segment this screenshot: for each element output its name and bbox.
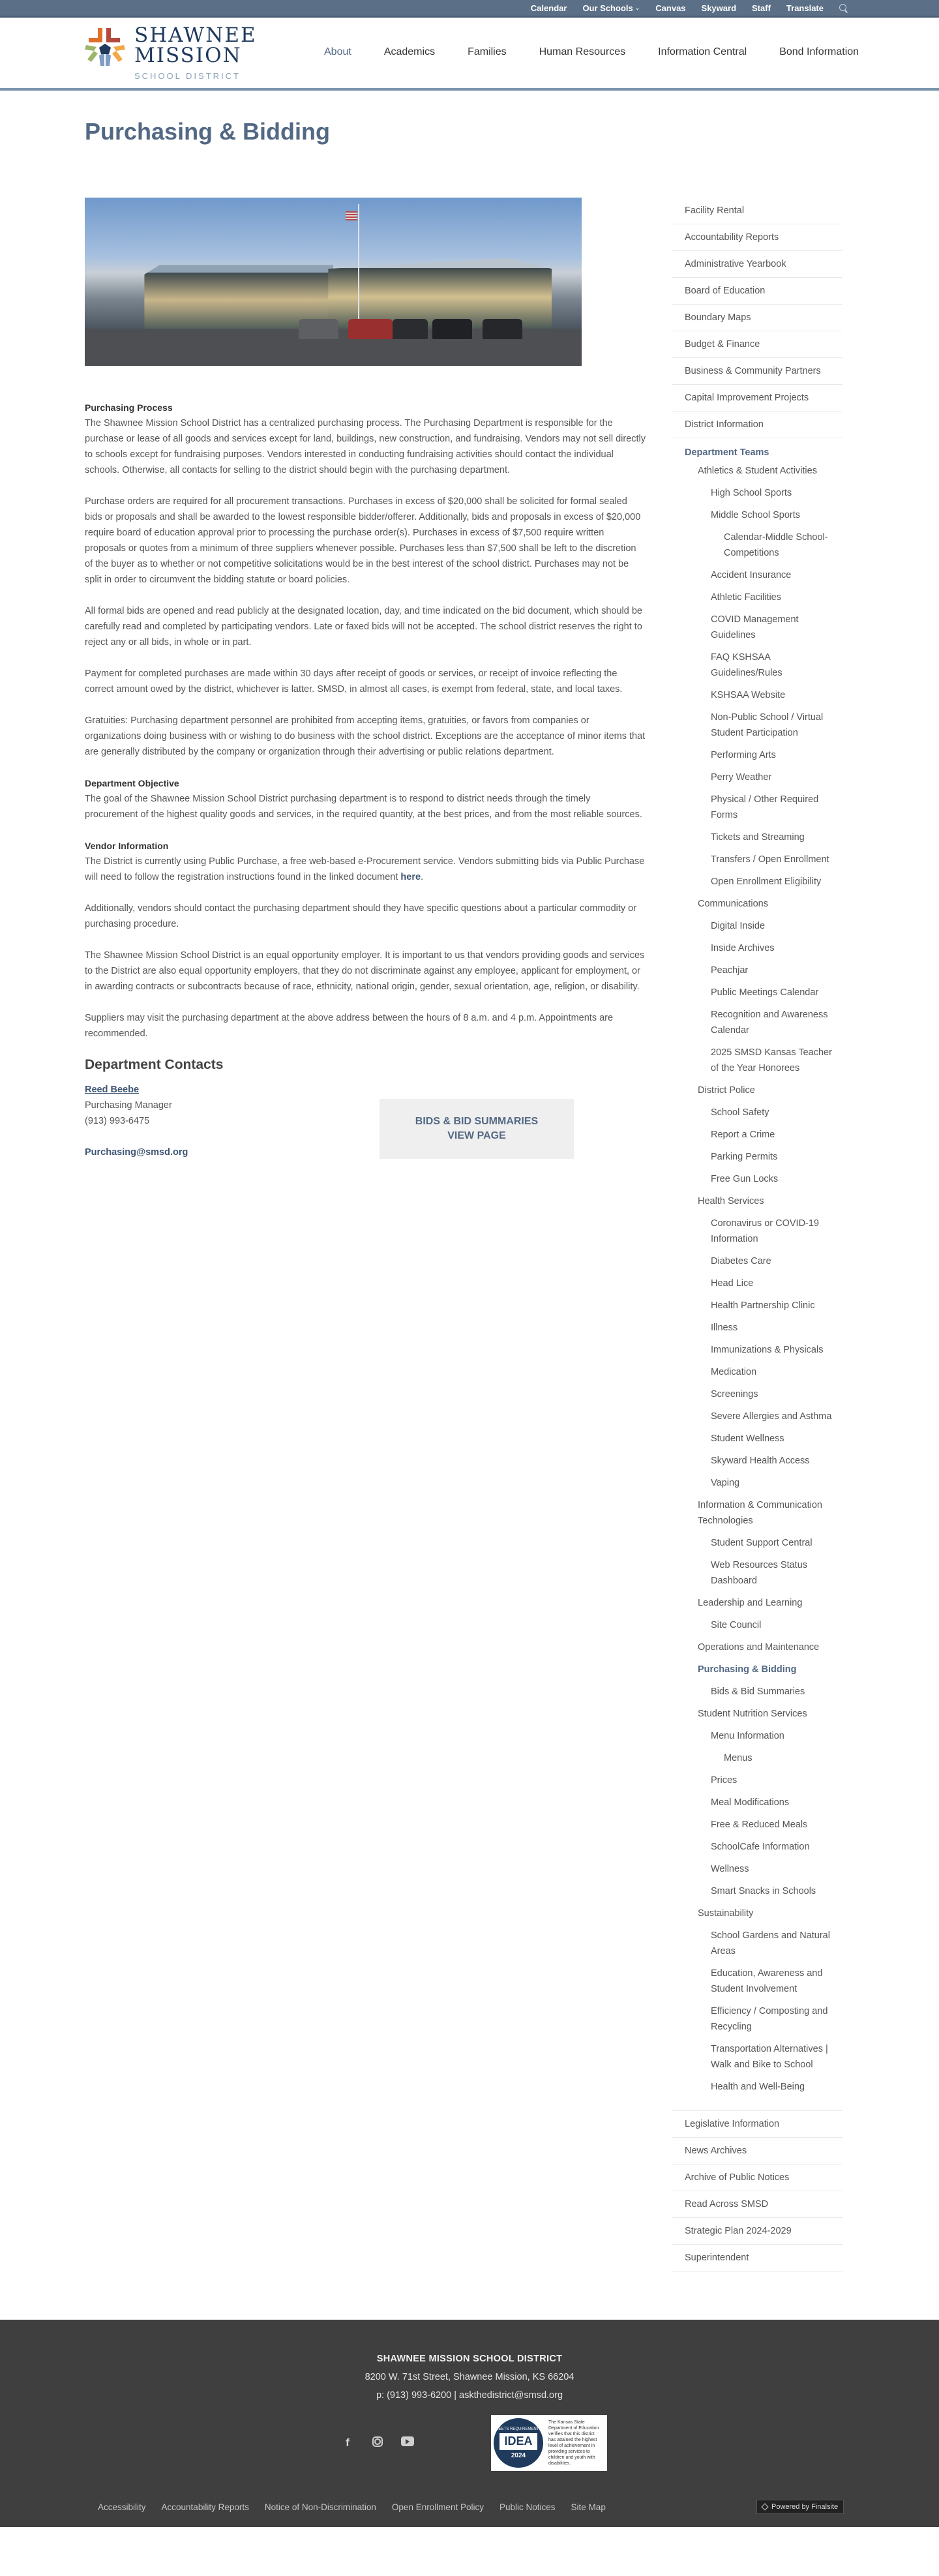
sidebar-item-leadership-and-learning[interactable]: Leadership and Learning (698, 1598, 803, 1608)
sidebar-item-athletics-student-activities[interactable]: Athletics & Student Activities (698, 466, 817, 476)
sidebar-item-kshsaa-website[interactable]: KSHSAA Website (711, 690, 786, 700)
footer-badges-row (0, 2415, 939, 2471)
footer-link-site-map[interactable]: Site Map (571, 2502, 606, 2512)
paragraph: The Shawnee Mission School District is an equal opportunity employer. It is important to us that vendors providing goods and services to the District are also equal opportunity employers, that they do not discriminate against any employee, applicant for employment, or in awarding contracts or subcontracts because of race, ethnicity, national origin, gender, sexual orientation, age, religion, or disability. (85, 950, 645, 992)
sidebar-item-recognition-and-awareness-calendar[interactable]: Recognition and Awareness Calendar (711, 1010, 828, 1036)
sidebar-item-vaping[interactable]: Vaping (711, 1478, 740, 1488)
sidebar-item-non-public-school-virtual-student-participation[interactable]: Non-Public School / Virtual Student Participation (711, 712, 824, 738)
social-links (332, 2436, 423, 2449)
car (432, 319, 472, 339)
utility-link-translate[interactable]: Translate (786, 3, 824, 13)
sidebar-item-wellness[interactable]: Wellness (711, 1864, 749, 1874)
sidebar-item-student-support-central[interactable]: Student Support Central (711, 1538, 812, 1548)
footer-link-accountability-reports[interactable]: Accountability Reports (161, 2502, 249, 2512)
sidebar-item-report-a-crime[interactable]: Report a Crime (711, 1130, 775, 1140)
idea-badge-text: The Kansas State Department of Education verifies that this district has attained the highest level of achievement in providing services to children and youth with disabilities. (548, 2420, 599, 2466)
paragraph: Suppliers may visit the purchasing department at the above address between the hours of 8 a.m. and 4 p.m. Appointments are recommended. (85, 1013, 614, 1039)
sidebar-item-student-wellness[interactable]: Student Wellness (711, 1433, 784, 1444)
sidebar-item-performing-arts[interactable]: Performing Arts (711, 750, 776, 760)
section-heading: Department Objective (85, 778, 179, 788)
contact-phone: (913) 993-6475 (85, 1116, 150, 1126)
sidebar-item-medication[interactable]: Medication (711, 1367, 757, 1377)
sidebar-item-smart-snacks-in-schools[interactable]: Smart Snacks in Schools (711, 1886, 816, 1896)
logo-star-icon (85, 27, 125, 67)
footer-title: SHAWNEE MISSION SCHOOL DISTRICT (376, 2354, 563, 2364)
footer-link-accessibility[interactable]: Accessibility (98, 2502, 146, 2512)
search-icon[interactable] (839, 4, 848, 12)
utility-link-our-schools[interactable] (582, 3, 640, 13)
powered-by-label: Powered by Finalsite (771, 2503, 839, 2511)
sidebar-item-high-school-sports[interactable]: High School Sports (711, 488, 792, 498)
idea-seal-year: 2024 (511, 2451, 526, 2459)
sidebar-item-open-enrollment-eligibility[interactable]: Open Enrollment Eligibility (711, 876, 822, 887)
footer-links (98, 2502, 621, 2512)
sidebar-item-health-services[interactable]: Health Services (698, 1196, 764, 1206)
sidebar-item-department-teams[interactable]: Department Teams (685, 447, 769, 458)
idea-seal-name: IDEA (499, 2433, 537, 2450)
paragraph: Additionally, vendors should contact the purchasing department should they have specific questions about a particular commodity or purchasing procedure. (85, 903, 637, 929)
footer-contact: p: (913) 993-6200 | askthedistrict@smsd.org (376, 2390, 563, 2401)
car (483, 319, 522, 339)
section-heading: Purchasing Process (85, 402, 173, 413)
sidebar-item-purchasing-bidding[interactable]: Purchasing & Bidding (698, 1664, 797, 1675)
utility-link-canvas[interactable]: Canvas (655, 3, 686, 13)
sidebar-section-department-teams (672, 438, 842, 2111)
sidebar-item-faq-kshsaa-guidelines-rules[interactable]: FAQ KSHSAA Guidelines/Rules (711, 652, 782, 678)
sidebar-item-education-awareness-and-student-involvement[interactable]: Education, Awareness and Student Involvement (711, 1968, 823, 1994)
sidebar-top-list (672, 198, 842, 438)
sidebar-item-public-meetings-calendar[interactable]: Public Meetings Calendar (711, 987, 819, 998)
paragraph: The goal of the Shawnee Mission School District purchasing department is to respond to district needs through the timely procurement of the highest quality goods and services, in the required quantity, at the best prices, and from the most reliable sources. (85, 794, 642, 820)
sidebar-nav (672, 118, 842, 2271)
logo-line2: MISSION (134, 43, 242, 67)
sidebar-item-immunizations-physicals[interactable]: Immunizations & Physicals (711, 1345, 824, 1355)
sidebar-item-head-lice[interactable]: Head Lice (711, 1278, 754, 1289)
sidebar-item-coronavirus-or-covid-19-information[interactable]: Coronavirus or COVID-19 Information (711, 1218, 819, 1244)
sidebar-item-student-nutrition-services[interactable]: Student Nutrition Services (698, 1709, 807, 1719)
sidebar-item-business-community-partners[interactable]: Business & Community Partners (672, 358, 842, 385)
sidebar-item-board-of-education[interactable]: Board of Education (672, 278, 842, 305)
sidebar-item-2025-smsd-kansas-teacher-of-the-year-honorees[interactable]: 2025 SMSD Kansas Teacher of the Year Honorees (711, 1047, 832, 1073)
youtube-icon[interactable] (401, 2436, 414, 2446)
contact-email-link[interactable]: Purchasing@smsd.org (85, 1147, 188, 1158)
sidebar-item-boundary-maps[interactable]: Boundary Maps (672, 305, 842, 331)
hero-image (85, 198, 582, 366)
registration-instructions-link[interactable]: here (400, 872, 421, 882)
sidebar-item-skyward-health-access[interactable]: Skyward Health Access (711, 1456, 810, 1466)
sidebar-item-athletic-facilities[interactable]: Athletic Facilities (711, 592, 781, 603)
sidebar-item-inside-archives[interactable]: Inside Archives (711, 943, 775, 953)
paragraph: Purchase orders are required for all procurement transactions. Purchases in excess of $20,000 shall be solicited for formal sealed bids or proposals and shall be awarded to the lowest responsible bidder/offerer. Additionally, bids and proposals in excess of $20,000 require board of education approval prior to processing the purchase order(s). Purchases in excess of $7,500 require written proposals or quotes from a minimum of three suppliers whenever possible. Purchases less than $7,500 shall be left to the discretion of the buyer as to whether or not competitive solicitations would be in the best interest of the school district. Purchases may not be split in order to circumvent the bidding statute or board policies. (85, 496, 641, 585)
sidebar-item-parking-permits[interactable]: Parking Permits (711, 1152, 778, 1162)
contacts-heading: Department Contacts (85, 1057, 224, 1072)
sidebar-item-illness[interactable]: Illness (711, 1323, 738, 1333)
sidebar-item-transfers-open-enrollment[interactable]: Transfers / Open Enrollment (711, 854, 829, 865)
sidebar-item-peachjar[interactable]: Peachjar (711, 965, 749, 976)
footer-link-public-notices[interactable]: Public Notices (499, 2502, 556, 2512)
sidebar-item-capital-improvement-projects[interactable]: Capital Improvement Projects (672, 385, 842, 412)
sidebar-tree (685, 463, 842, 2095)
paragraph: The Shawnee Mission School District has a centralized purchasing process. The Purchasing Department is responsible for the purchase or lease of all goods and services except for land, buildings, new construction, and fundraising. Vendors may not sell directly to schools except for fundraising purposes. Vendors interested in conducting fundraising activities should contact the individual schools. Otherwise, all contacts for selling to the district should begin with the purchasing department. (85, 418, 646, 475)
paragraph-text: The District is currently using Public Purchase, a free web-based e-Procurement service. Vendors submitting bids via Public Purchase will need to follow the registration instructions found in the linked document (85, 856, 645, 882)
section-heading: Vendor Information (85, 841, 169, 851)
finalsite-icon (761, 2503, 768, 2510)
sidebar-item-digital-inside[interactable]: Digital Inside (711, 921, 766, 931)
nav-human-resources[interactable]: Human Resources (539, 46, 626, 57)
button-sublabel: VIEW PAGE (447, 1130, 506, 1141)
sidebar-item-communications[interactable]: Communications (698, 899, 768, 909)
site-header (0, 18, 939, 91)
sidebar-item-operations-and-maintenance[interactable]: Operations and Maintenance (698, 1642, 820, 1653)
sidebar-item-superintendent[interactable]: Superintendent (672, 2245, 842, 2271)
sidebar-item-school-gardens-and-natural-areas[interactable]: School Gardens and Natural Areas (711, 1930, 830, 1956)
sidebar-item-sustainability[interactable]: Sustainability (698, 1908, 754, 1919)
district-logo[interactable] (85, 25, 257, 81)
utility-bar (0, 0, 939, 18)
sidebar-item-health-and-well-being[interactable]: Health and Well-Being (711, 2082, 805, 2092)
paragraph: Gratuities: Purchasing department personnel are prohibited from accepting items, gratuities, or favors from companies or organizations doing business with or wishing to do business with the school district. Exceptions are the acceptance of minor items that are generally distributed by the company or organization through their advertising or public relations department. (85, 715, 646, 757)
facebook-icon[interactable]: f (346, 2436, 350, 2449)
sidebar-item-accountability-reports[interactable]: Accountability Reports (672, 224, 842, 251)
utility-link-staff[interactable]: Staff (752, 3, 771, 13)
sidebar-item-information-communication-technologies[interactable]: Information & Communication Technologies (698, 1500, 822, 1526)
main-nav (324, 46, 891, 58)
sidebar-item-web-resources-status-dashboard[interactable]: Web Resources Status Dashboard (711, 1560, 808, 1586)
logo-line3: SCHOOL DISTRICT (134, 70, 241, 81)
page-title: Purchasing & Bidding (85, 118, 331, 145)
sidebar-item-schoolcafe-information[interactable]: SchoolCafe Information (711, 1842, 810, 1852)
sidebar-item-menus[interactable]: Menus (724, 1753, 753, 1763)
sidebar-item-calendar-middle-school-competitions[interactable]: Calendar-Middle School-Competitions (724, 532, 828, 558)
car (393, 319, 427, 339)
nav-academics[interactable]: Academics (383, 46, 436, 57)
paragraph-text: . (421, 872, 424, 882)
sidebar-item-middle-school-sports[interactable]: Middle School Sports (711, 510, 801, 520)
sidebar-item-free-gun-locks[interactable]: Free Gun Locks (711, 1174, 779, 1184)
sidebar-item-efficiency-composting-and-recycling[interactable]: Efficiency / Composting and Recycling (711, 2006, 828, 2032)
sidebar-item-strategic-plan-2024-2029[interactable]: Strategic Plan 2024-2029 (672, 2218, 842, 2245)
button-label: BIDS & BID SUMMARIES (415, 1116, 539, 1127)
sidebar-item-screenings[interactable]: Screenings (711, 1389, 758, 1400)
idea-seal (494, 2418, 543, 2468)
building-right (328, 258, 552, 329)
utility-link-label: Our Schools (582, 3, 633, 13)
logo-wordmark (134, 25, 257, 81)
logo-line1: SHAWNEE (134, 23, 257, 47)
contacts-row (85, 1082, 646, 1160)
sidebar-item-legislative-information[interactable]: Legislative Information (672, 2111, 842, 2138)
sidebar-item-archive-of-public-notices[interactable]: Archive of Public Notices (672, 2164, 842, 2191)
utility-link-skyward[interactable]: Skyward (701, 3, 737, 13)
flag (346, 211, 357, 220)
paragraph: All formal bids are opened and read publicly at the designated location, day, and time indicated on the bid document, which should be carefully read and completed by participating vendors. Late or faxed bids will not be accepted. The school district reserves the right to reject any or all bids, in whole or in part. (85, 606, 642, 648)
instagram-icon[interactable] (372, 2436, 383, 2447)
sidebar-item-administrative-yearbook[interactable]: Administrative Yearbook (672, 251, 842, 278)
sidebar-item-menu-information[interactable]: Menu Information (711, 1731, 784, 1741)
page-body (0, 91, 939, 2271)
site-footer (0, 2320, 939, 2527)
sidebar-item-district-police[interactable]: District Police (698, 1085, 755, 1096)
sidebar-item-facility-rental[interactable]: Facility Rental (672, 198, 842, 224)
sidebar-item-diabetes-care[interactable]: Diabetes Care (711, 1256, 771, 1266)
nav-bond-information[interactable]: Bond Information (779, 46, 859, 57)
contact-card (85, 1082, 380, 1160)
sidebar-item-accident-insurance[interactable]: Accident Insurance (711, 570, 792, 580)
footer-link-open-enrollment-policy[interactable]: Open Enrollment Policy (391, 2502, 484, 2512)
nav-information-central[interactable]: Information Central (658, 46, 747, 57)
sidebar-item-district-information[interactable]: District Information (672, 412, 842, 438)
contact-title: Purchasing Manager (85, 1100, 172, 1111)
sidebar-item-read-across-smsd[interactable]: Read Across SMSD (672, 2191, 842, 2218)
sidebar-item-perry-weather[interactable]: Perry Weather (711, 772, 772, 783)
utility-link-calendar[interactable]: Calendar (530, 3, 567, 13)
paragraph: Payment for completed purchases are made within 30 days after receipt of goods or services, or receipt of invoice reflecting the correct amount owed by the district, whichever is latter. SMSD, in almost all cases, is exempt from federal, state, and local taxes. (85, 668, 623, 695)
sidebar-item-site-council[interactable]: Site Council (711, 1620, 762, 1630)
sidebar-item-health-partnership-clinic[interactable]: Health Partnership Clinic (711, 1300, 815, 1311)
nav-about[interactable]: About (324, 46, 351, 57)
powered-by-finalsite[interactable] (756, 2500, 844, 2514)
idea-seal-top: MEETS REQUIREMENTS (495, 2427, 542, 2431)
sidebar-item-severe-allergies-and-asthma[interactable]: Severe Allergies and Asthma (711, 1411, 832, 1422)
sidebar-item-transportation-alternatives-walk-and-bike-to-school[interactable]: Transportation Alternatives | Walk and Bike to School (711, 2044, 828, 2070)
sidebar-item-free-reduced-meals[interactable]: Free & Reduced Meals (711, 1820, 808, 1830)
sidebar-item-covid-management-guidelines[interactable]: COVID Management Guidelines (711, 614, 799, 640)
idea-badge (491, 2415, 607, 2471)
sidebar-item-school-safety[interactable]: School Safety (711, 1107, 769, 1118)
car (299, 319, 338, 339)
footer-address: 8200 W. 71st Street, Shawnee Mission, KS 66204 (365, 2372, 574, 2382)
sidebar-bottom-list (672, 2111, 842, 2271)
nav-families[interactable]: Families (468, 46, 507, 57)
sidebar-item-budget-finance[interactable]: Budget & Finance (672, 331, 842, 358)
bids-summaries-button[interactable] (380, 1099, 574, 1159)
sidebar-item-bids-bid-summaries[interactable]: Bids & Bid Summaries (711, 1686, 805, 1697)
sidebar-item-tickets-and-streaming[interactable]: Tickets and Streaming (711, 832, 805, 843)
chevron-down-icon: ⌄ (634, 4, 640, 11)
footer-link-non-discrimination[interactable]: Notice of Non-Discrimination (264, 2502, 376, 2512)
paragraph (85, 854, 646, 885)
sidebar-item-meal-modifications[interactable]: Meal Modifications (711, 1797, 790, 1808)
contact-name-link[interactable]: Reed Beebe (85, 1085, 140, 1095)
sidebar-item-prices[interactable]: Prices (711, 1775, 738, 1786)
car (348, 319, 393, 339)
sidebar-item-physical-other-required-forms[interactable]: Physical / Other Required Forms (711, 794, 819, 820)
main-content (85, 118, 646, 2271)
sidebar-item-news-archives[interactable]: News Archives (672, 2138, 842, 2164)
